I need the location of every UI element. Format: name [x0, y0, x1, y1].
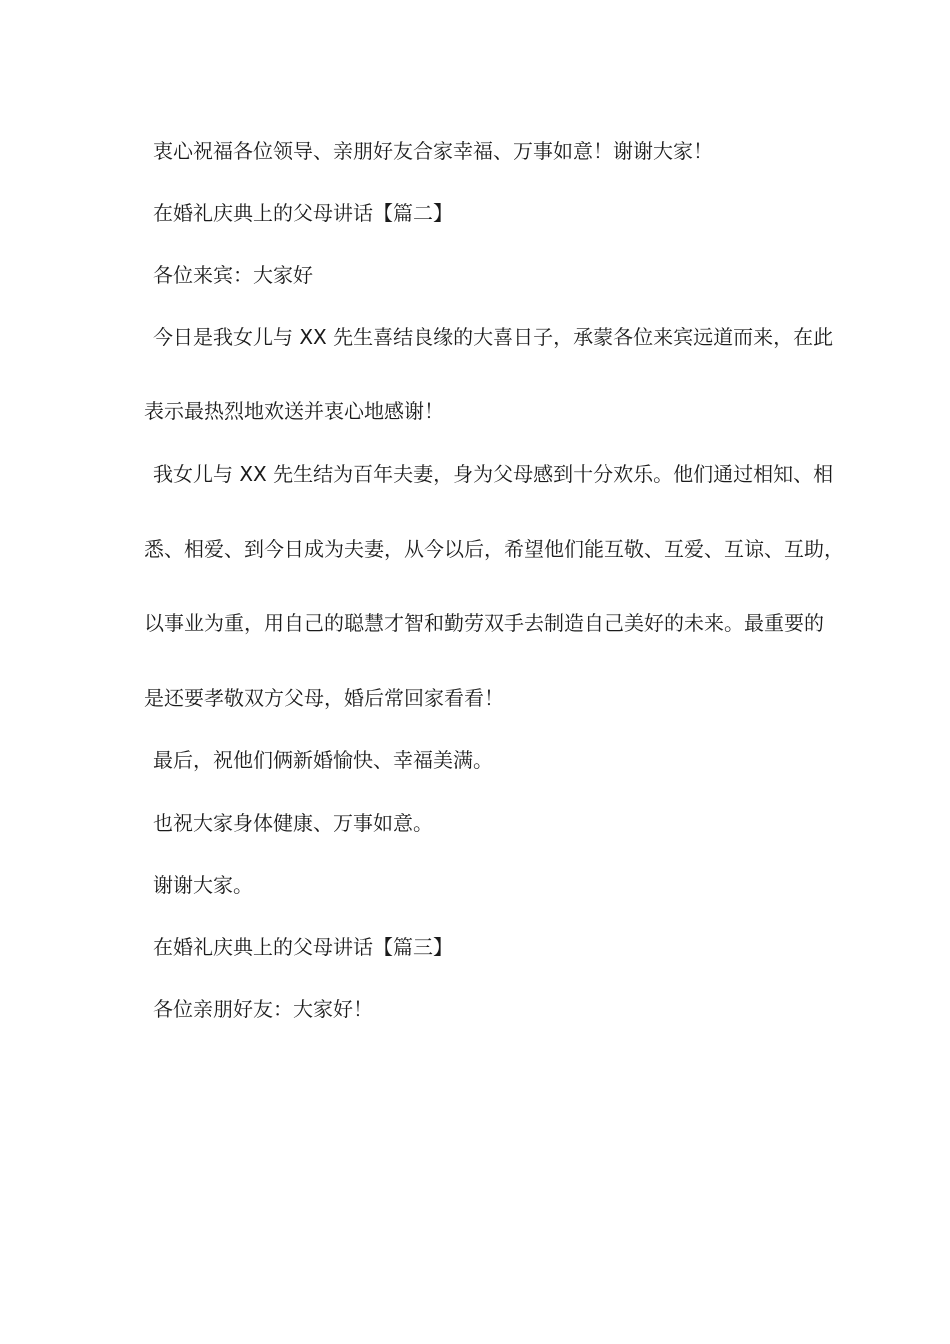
- paragraph-line: 今日是我女儿与 XX 先生喜结良缘的大喜日子，承蒙各位来宾远道而来，在此: [153, 325, 834, 349]
- paragraph-line: 谢谢大家。: [153, 873, 253, 897]
- paragraph-line: 表示最热烈地欢送并衷心地感谢！: [144, 399, 444, 423]
- closing-blessing-line: 衷心祝福各位领导、亲朋好友合家幸福、万事如意！谢谢大家！: [153, 139, 713, 163]
- paragraph-line: 也祝大家身体健康、万事如意。: [153, 811, 433, 835]
- paragraph-line: 是还要孝敬双方父母，婚后常回家看看！: [144, 686, 504, 710]
- section-heading-part-three: 在婚礼庆典上的父母讲话【篇三】: [153, 935, 453, 959]
- paragraph-line: 悉、相爱、到今日成为夫妻，从今以后，希望他们能互敬、互爱、互谅、互助，: [144, 537, 844, 561]
- section-heading-part-two: 在婚礼庆典上的父母讲话【篇二】: [153, 201, 453, 225]
- paragraph-line: 最后，祝他们俩新婚愉快、幸福美满。: [153, 748, 493, 772]
- paragraph-line: 以事业为重，用自己的聪慧才智和勤劳双手去制造自己美好的未来。最重要的: [144, 611, 824, 635]
- salutation-line: 各位亲朋好友：大家好！: [153, 997, 373, 1021]
- salutation-line: 各位来宾：大家好: [153, 263, 313, 287]
- paragraph-line: 我女儿与 XX 先生结为百年夫妻，身为父母感到十分欢乐。他们通过相知、相: [153, 462, 834, 486]
